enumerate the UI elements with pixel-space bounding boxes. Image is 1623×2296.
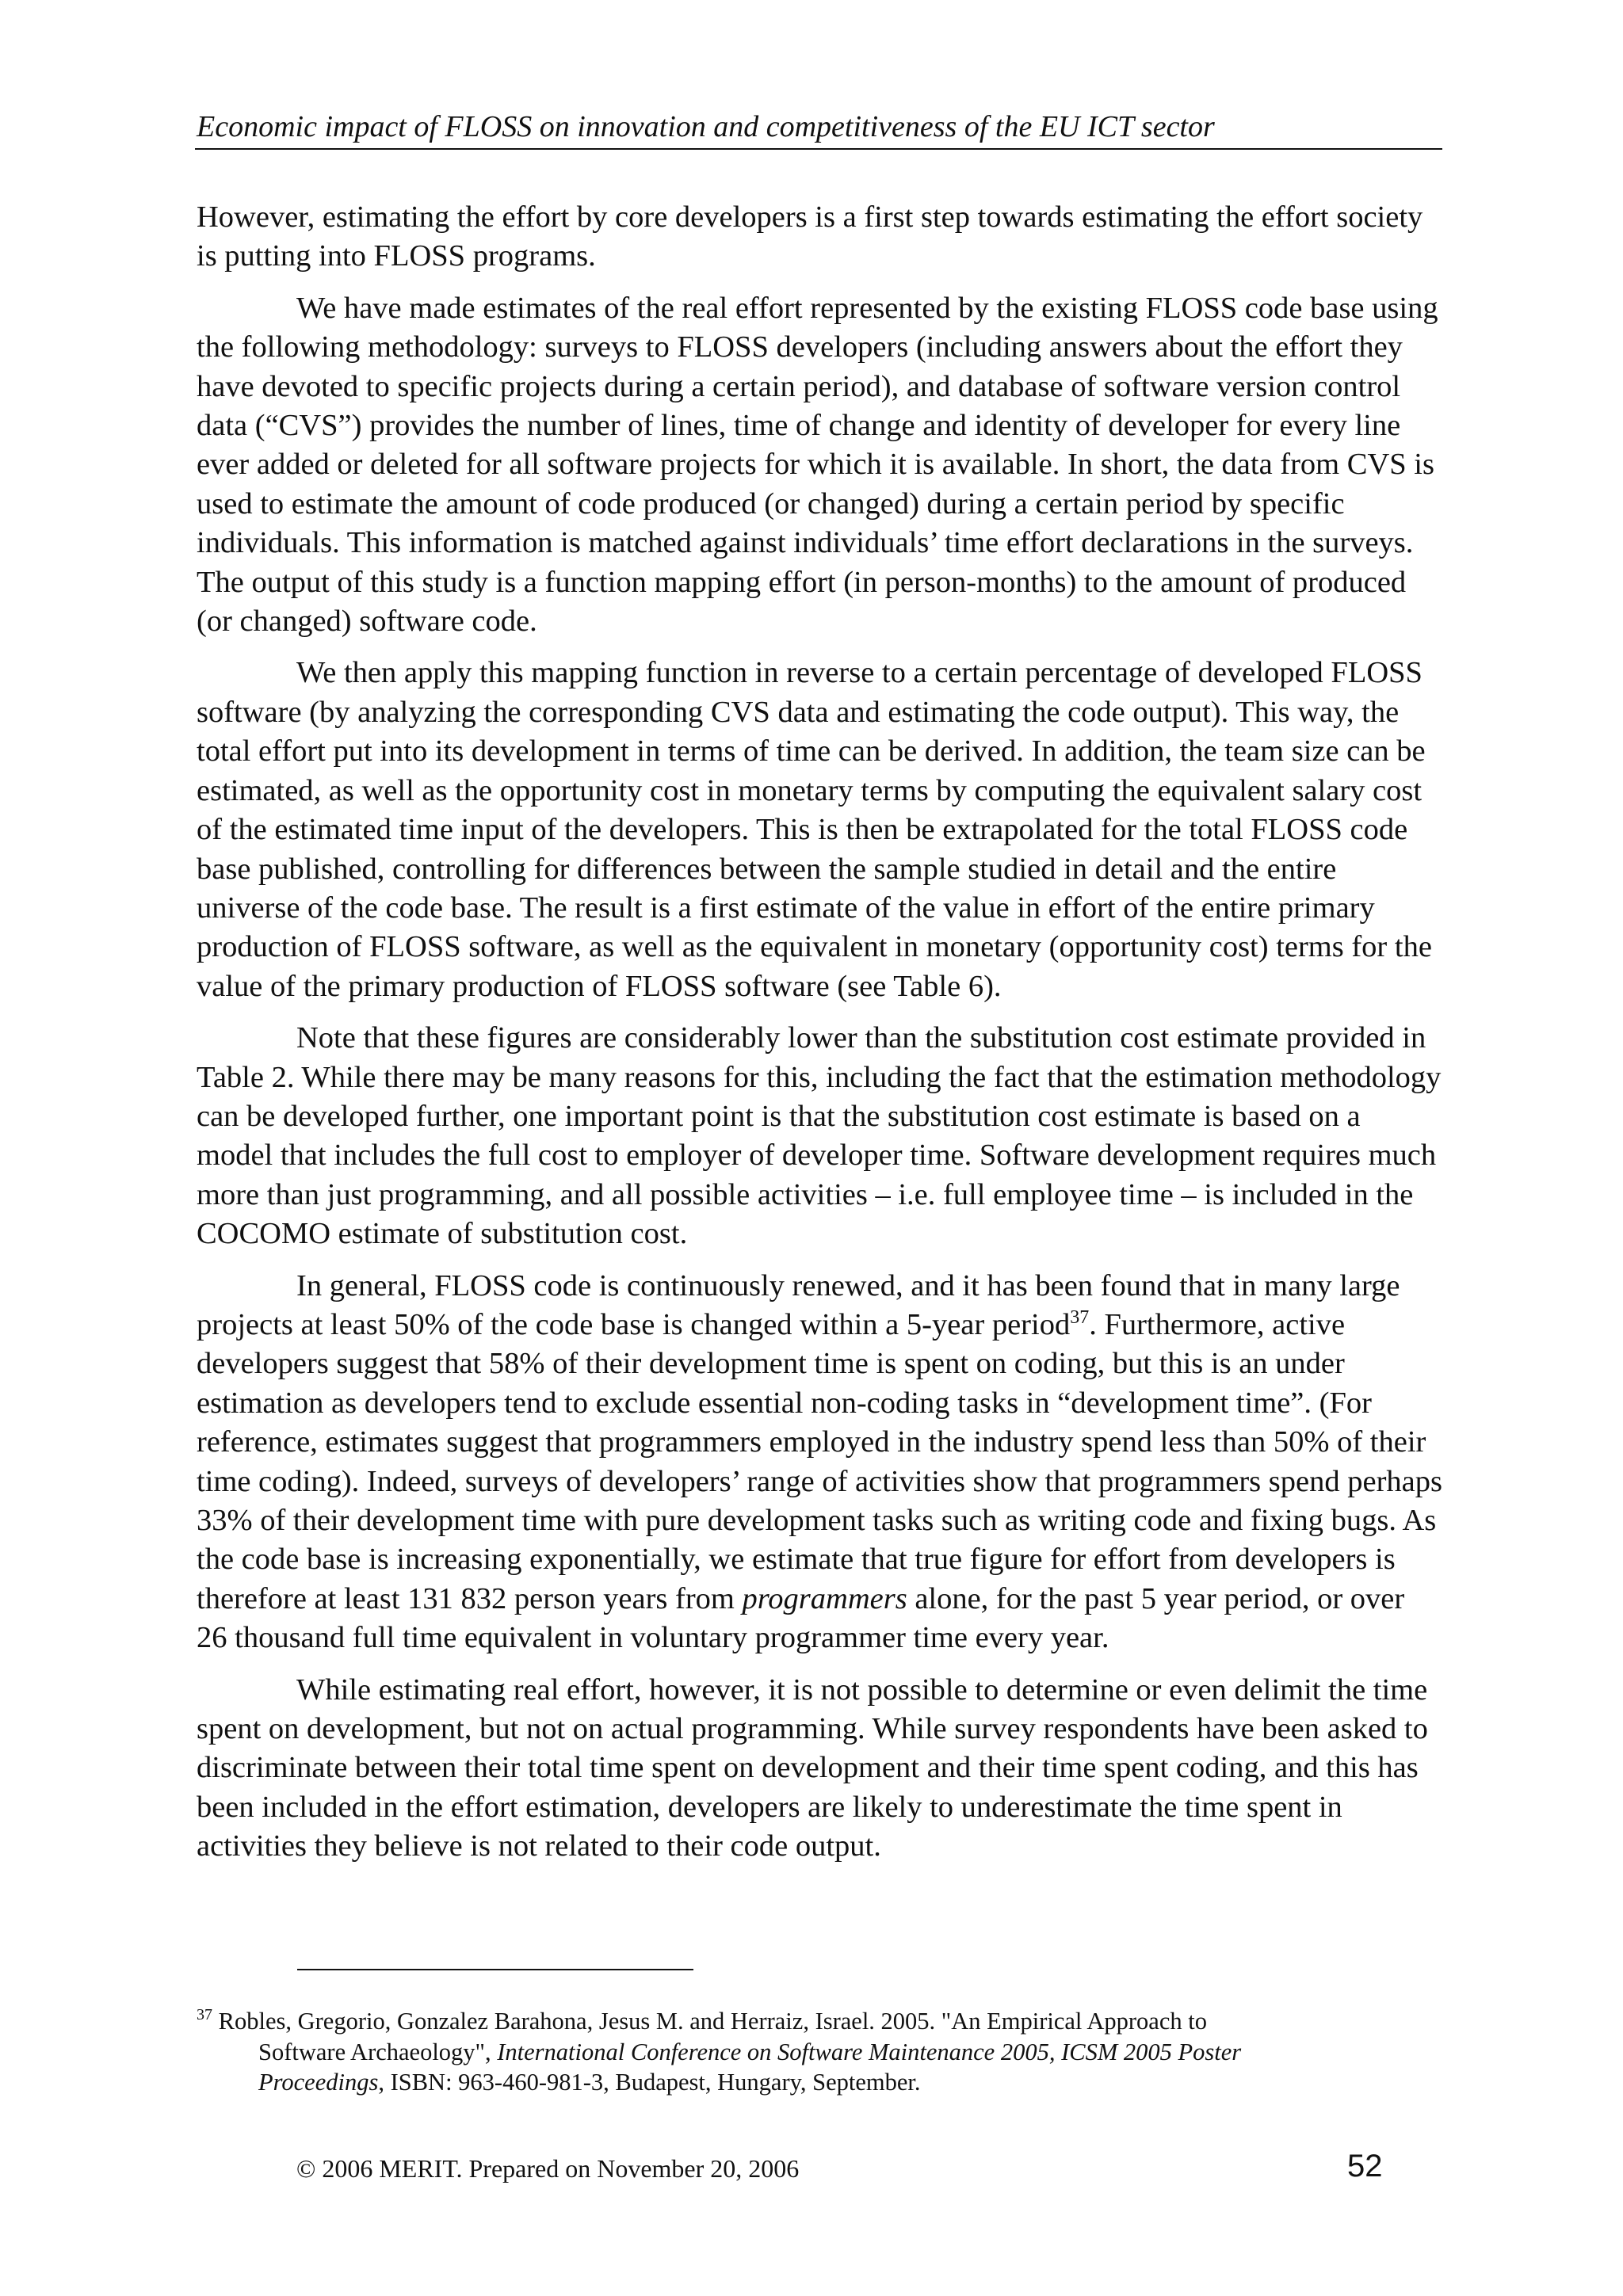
paragraph-5-text-b: . Furthermore, active developers suggest that 58% of their development time is spent on coding, but this is an under estimation as developers tend to exclude essential non-coding tasks in “development time”. (For reference, estimates suggest that programmers employed in the industry spend less than 50% of their time coding). Indeed, surveys of developers’ range of activities show that programmers spend perhaps 33% of their development time with pure development tasks such as writing code and fixing bugs. As the code base is increasing exponentially, we estimate that true figure for effort from developers is therefore at least 131 832 person years from: [197, 1307, 1442, 1615]
paragraph-1: However, estimating the effort by core developers is a first step towards estimating the effort society is putting into FLOSS programs.: [197, 200, 1423, 273]
paragraph-3: We then apply this mapping function in reverse to a certain percentage of developed FLOSS software (by analyzing the corresponding CVS data and estimating the code output). This way, the total effort put into its development in terms of time can be derived. In addition, the team size can be estimated, as well as the opportunity cost in monetary terms by computing the equivalent salary cost of the estimated time input of the developers. This is then be extrapolated for the total FLOSS code base published, controlling for differences between the sample studied in detail and the entire universe of the code base. The result is a first estimate of the value in effort of the entire primary production of FLOSS software, as well as the equivalent in monetary (opportunity cost) terms for the value of the primary production of FLOSS software (see Table 6).: [197, 656, 1432, 1003]
footnote-authors: Robles, Gregorio, Gonzalez Barahona, Jesus M. and Herraiz, Israel. 2005. "An Empirical Approach to: [212, 2008, 1207, 2035]
paragraph-5-text-a: In general, FLOSS code is continuously renewed, and it has been found that in many large projects at least 50% of the code base is changed within a 5-year period: [197, 1268, 1400, 1341]
footnote-venue: International Conference on Software Maintenance 2005, ICSM 2005 Poster: [497, 2038, 1242, 2065]
paragraph-4: Note that these figures are considerably lower than the substitution cost estimate provided in Table 2. While there may be many reasons for this, including the fact that the estimation methodology can be developed further, one important point is that the substitution cost estimate is based on a model that includes the full cost to employer of developer time. Software development requires much more than just programming, and all possible activities – i.e. full employee time – is included in the COCOMO estimate of substitution cost.: [197, 1021, 1442, 1251]
footnote-isbn: , ISBN: 963-460-981-3, Budapest, Hungary, September.: [378, 2069, 921, 2096]
page-number: 52: [1347, 2149, 1383, 2183]
footnote-reference-37[interactable]: 37: [1070, 1306, 1090, 1328]
footnote-number: 37: [197, 2006, 212, 2023]
footnote-line-3: [197, 2067, 1433, 2098]
paragraph-5: [197, 1267, 1442, 1658]
footer-copyright: © 2006 MERIT. Prepared on November 20, 2006: [296, 2154, 800, 2183]
footnote-line-1: [197, 2006, 1433, 2037]
paragraph-5-text-c: alone, for the past 5 year period, or over 26 thousand full time equivalent in voluntary programmer time every year.: [197, 1581, 1405, 1655]
footnote-title-end: Software Archaeology",: [258, 2038, 498, 2065]
body-text: [197, 198, 1442, 1879]
footnote-venue-end: Proceedings: [258, 2069, 379, 2096]
paragraph-6: While estimating real effort, however, it is not possible to determine or even delimit the time spent on development, but not on actual programming. While survey respondents have been asked to discriminate between their total time spent on development and their time spent coding, and this has been included in the effort estimation, developers are likely to underestimate the time spent in activities they believe is not related to their code output.: [197, 1672, 1428, 1863]
footnote-37: [197, 2006, 1433, 2098]
running-header: Economic impact of FLOSS on innovation and competitiveness of the EU ICT sector: [197, 110, 1215, 143]
header-divider: [195, 148, 1442, 150]
paragraph-5-emphasis: programmers: [742, 1581, 907, 1615]
paragraph-2: We have made estimates of the real effort represented by the existing FLOSS code base using the following methodology: surveys to FLOSS developers (including answers about the effort they have devoted to specific projects during a certain period), and database of software version control data (“CVS”) provides the number of lines, time of change and identity of developer for every line ever added or deleted for all software projects for which it is available. In short, the data from CVS is used to estimate the amount of code produced (or changed) during a certain period by specific individuals. This information is matched against individuals’ time effort declarations in the surveys. The output of this study is a function mapping effort (in person-months) to the amount of produced (or changed) software code.: [197, 291, 1438, 639]
footnote-divider: [297, 1969, 693, 1970]
footnote-line-2: [197, 2037, 1433, 2068]
